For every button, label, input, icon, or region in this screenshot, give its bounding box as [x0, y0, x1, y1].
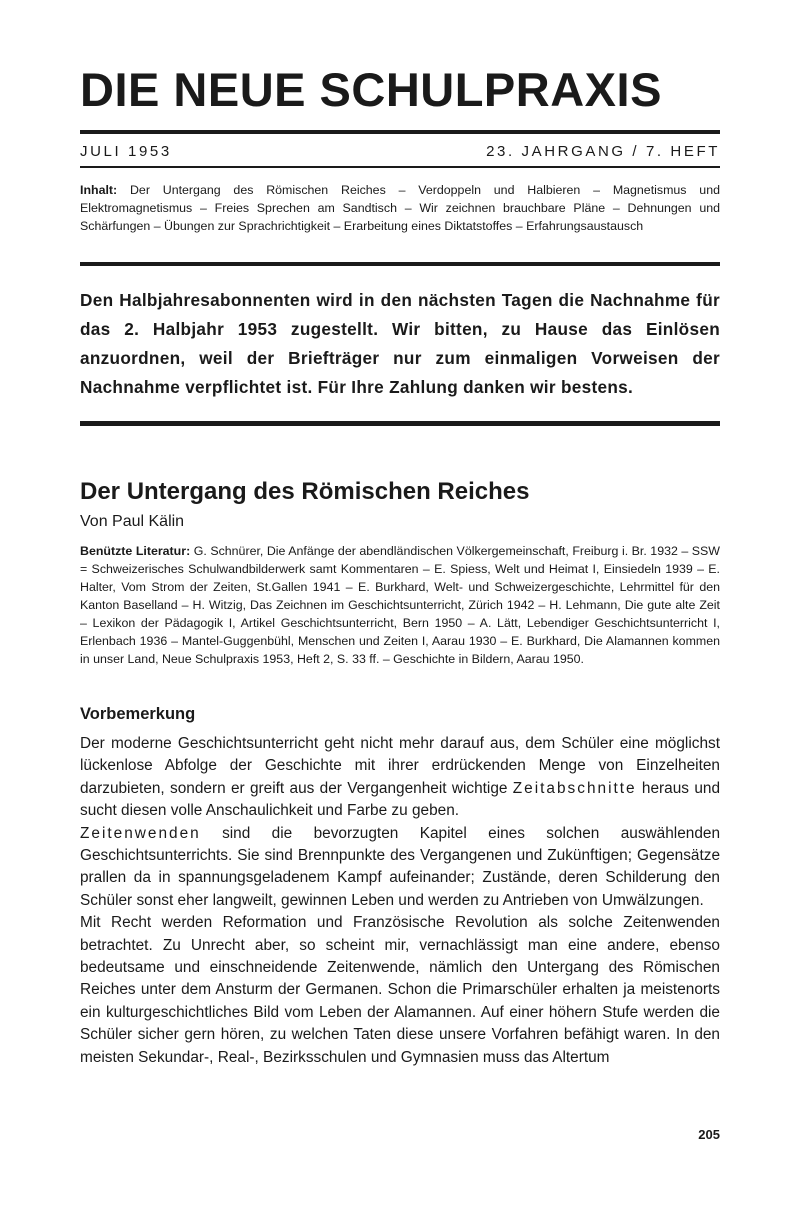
rule-divider: [80, 421, 720, 426]
article-author: Von Paul Kälin: [80, 513, 185, 530]
literature-label: Benützte Literatur:: [80, 544, 191, 558]
article-title: Der Untergang des Römischen Reiches: [80, 478, 530, 505]
subscription-notice: Den Halbjahresabonnenten wird in den nächsten Tagen die Nachnahme für das 2. Halbjahr 1953 zugestellt. Wir bitten, zu Hause das Einlösen anzuordnen, weil der Briefträger nur zum einmaligen Vorweisen der Nachnahme verpflichtet ist. Für Ihre Zahlung danken wir bestens.: [80, 290, 720, 397]
paragraph: [80, 912, 720, 1069]
literature-list: [80, 542, 720, 668]
emphasized-text: Zeitenwenden: [80, 824, 201, 842]
section-heading: Vorbemerkung: [80, 705, 196, 723]
issue-date: JULI 1953: [80, 143, 172, 160]
rule-divider: [80, 130, 720, 134]
table-of-contents: [80, 181, 720, 235]
emphasized-text: Zeitabschnitte: [512, 779, 637, 797]
contents-text: Der Untergang des Römischen Reiches – Verdoppeln und Halbieren – Magnetismus und Elektromagnetismus – Freies Sprechen am Sandtisch – Wir zeichnen brauchbare Pläne – Dehnungen und Schärfungen – Übungen zur Sprachrichtigkeit – Erarbeitung eines Diktatstoffes – Erfahrungsaustausch: [80, 183, 720, 233]
paragraph-text: Der moderne Geschichtsunterricht geht nicht mehr darauf aus, dem Schüler eine möglichst lückenlose Abfolge der Geschichte mit ihrer erdrückenden Menge von Einzelheiten darzubieten, sondern er greift aus der Vergangenheit wichtige: [80, 735, 720, 797]
journal-title: DIE NEUE SCHULPRAXIS: [80, 63, 662, 116]
paragraph-text: Mit Recht werden Reformation und Französische Revolution als solche Zeitenwenden betrachtet. Zu Unrecht aber, so scheint mir, vernachlässigt man eine andere, ebenso bedeutsame und einschneidende Zeitenwende, nämlich den Untergang des Römischen Reiches unter dem Ansturm der Germanen. Schon die Primarschüler erhalten ja meistenorts ein kulturgeschichtliches Bild vom Leben der Alamannen. Auf einer höhern Stufe werden die Schüler sicher gern hören, zu welchen Taten diese unsere Vorfahren befähigt waren. In den meisten Sekundar-, Real-, Bezirksschulen und Gymnasien muss das Altertum: [80, 914, 720, 1066]
paragraph-text: heraus und sucht diesen volle Anschaulichkeit und Farbe zu geben.: [80, 779, 720, 820]
rule-divider: [80, 166, 720, 168]
literature-text: G. Schnürer, Die Anfänge der abendländischen Völkergemeinschaft, Freiburg i. Br. 1932 – SSW = Schweizerisches Schulwandbilderwerk samt Kommentaren – E. Spiess, Welt und Heimat I, Einsiedeln 1939 – E. Halter, Vom Strom der Zeiten, St.Gallen 1941 – E. Burkhard, Welt- und Schweizergeschichte, Lehrmittel für den Kanton Baselland – H. Witzig, Das Zeichnen im Geschichtsunterricht, Zürich 1942 – H. Lehmann, Die gute alte Zeit – Lexikon der Pädagogik I, Artikel Geschichtsunterricht, Bern 1950 – A. Lätt, Lebendiger Geschichtsunterricht I, Erlenbach 1936 – Mantel-Guggenbühl, Menschen und Zeiten I, Aarau 1930 – E. Burkhard, Die Alamannen kommen in unser Land, Neue Schulpraxis 1953, Heft 2, S. 33 ff. – Geschichte in Bildern, Aarau 1950.: [80, 544, 720, 666]
article-body: [80, 733, 720, 1069]
issue-volume: 23. JAHRGANG / 7. HEFT: [486, 143, 720, 160]
page-number: 205: [698, 1127, 720, 1142]
rule-divider: [80, 262, 720, 266]
paragraph: [80, 823, 720, 913]
paragraph: [80, 733, 720, 823]
paragraph-text: sind die bevorzugten Kapitel eines solchen auswählenden Geschichtsunterrichts. Sie sind Brennpunkte des Vergangenen und Zukünftigen; Gegensätze prallen da in spannungsgeladenem Kampf aufeinander; Zustände, deren Schilderung den Schüler sonst eher langweilt, gewinnen Leben und werden zu Antrieben von Umwälzungen.: [80, 824, 720, 909]
issue-line: [80, 142, 720, 162]
contents-label: Inhalt:: [80, 183, 118, 197]
